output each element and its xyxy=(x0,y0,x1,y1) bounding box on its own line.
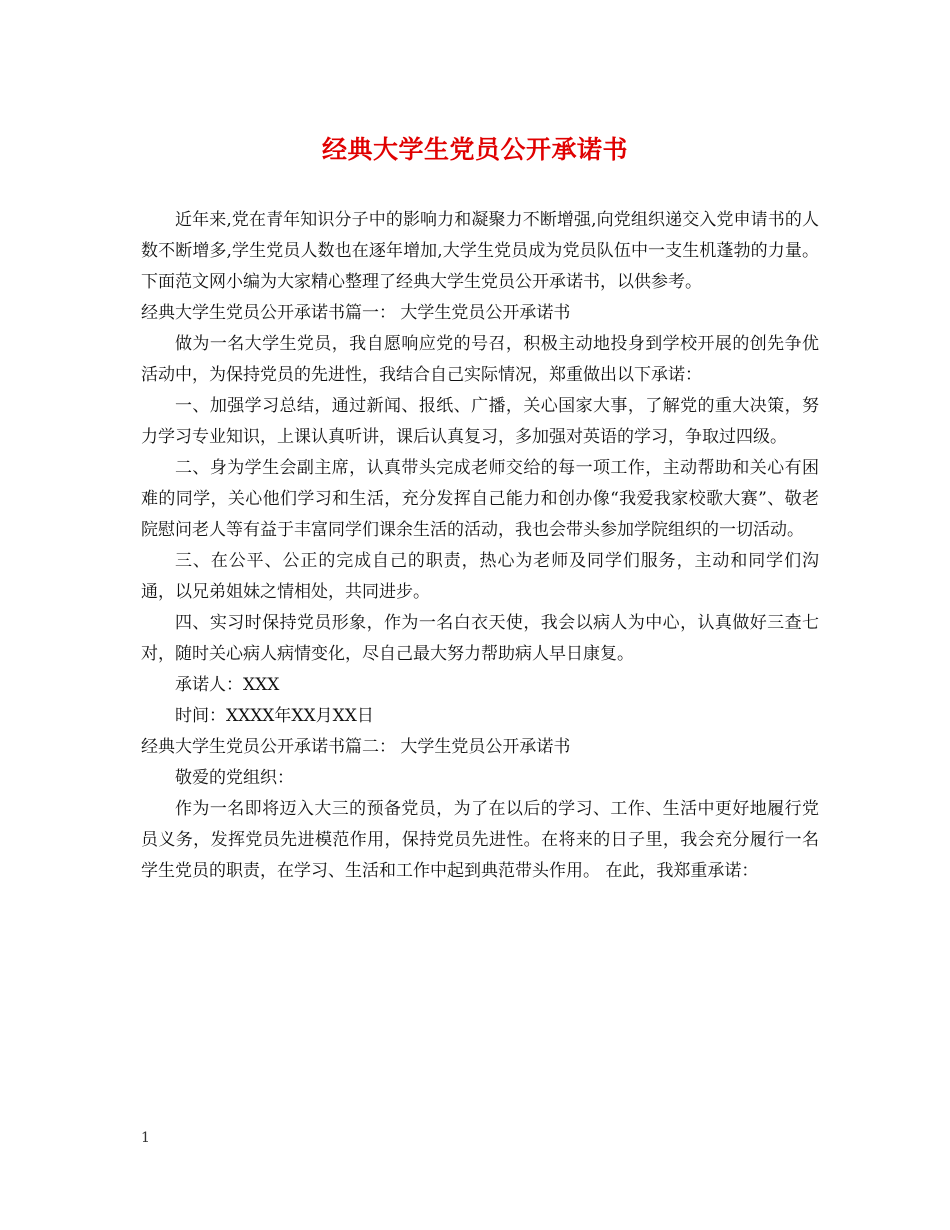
paragraph-point-three: 三、在公平、公正的完成自己的职责，热心为老师及同学们服务，主动和同学们沟通，以兄弟姐妹之情相处，共同进步。 xyxy=(141,551,819,602)
section-heading-part-two: 经典大学生党员公开承诺书篇二： 大学生党员公开承诺书 xyxy=(141,737,571,757)
document-title: 经典大学生党员公开承诺书 xyxy=(321,135,628,164)
date-line: 时间：XXXX年XX月XX日 xyxy=(175,706,374,726)
paragraph-part-two-intro: 作为一名即将迈入大三的预备党员，为了在以后的学习、工作、生活中更好地履行党员义务，发挥党员先进模范作用，保持党员先进性。在将来的日子里，我会充分履行一名学生党员的职责，在学习、生活和工作中起到典范带头作用。 在此，我郑重承诺： xyxy=(141,799,819,881)
salutation-line: 敬爱的党组织： xyxy=(175,768,294,788)
paragraph-point-four: 四、实习时保持党员形象，作为一名白衣天使，我会以病人为中心，认真做好三查七对，随时关心病人病情变化，尽自己最大努力帮助病人早日康复。 xyxy=(141,613,819,664)
signature-line: 承诺人：XXX xyxy=(175,675,280,695)
document-body xyxy=(141,205,819,887)
paragraph-point-one: 一、加强学习总结，通过新闻、报纸、广播，关心国家大事，了解党的重大决策，努力学习专业知识，上课认真听讲，课后认真复习，多加强对英语的学习，争取过四级。 xyxy=(141,396,819,447)
section-heading-part-one: 经典大学生党员公开承诺书篇一： 大学生党员公开承诺书 xyxy=(141,303,571,323)
page-number: 1 xyxy=(141,1130,150,1146)
paragraph-point-two: 二、身为学生会副主席，认真带头完成老师交给的每一项工作，主动帮助和关心有困难的同学，关心他们学习和生活，充分发挥自己能力和创办像“我爱我家校歌大赛”、敬老院慰问老人等有益于丰富同学们课余生活的活动，我也会带头参加学院组织的一切活动。 xyxy=(141,458,819,540)
intro-paragraph: 近年来,党在青年知识分子中的影响力和凝聚力不断增强,向党组织递交入党申请书的人数不断增多,学生党员人数也在逐年增加,大学生党员成为党员队伍中一支生机蓬勃的力量。下面范文网小编为大家精心整理了经典大学生党员公开承诺书，以供参考。 xyxy=(141,210,819,292)
paragraph-commitment-intro: 做为一名大学生党员，我自愿响应党的号召，积极主动地投身到学校开展的创先争优活动中，为保持党员的先进性，我结合自己实际情况，郑重做出以下承诺： xyxy=(141,334,819,385)
